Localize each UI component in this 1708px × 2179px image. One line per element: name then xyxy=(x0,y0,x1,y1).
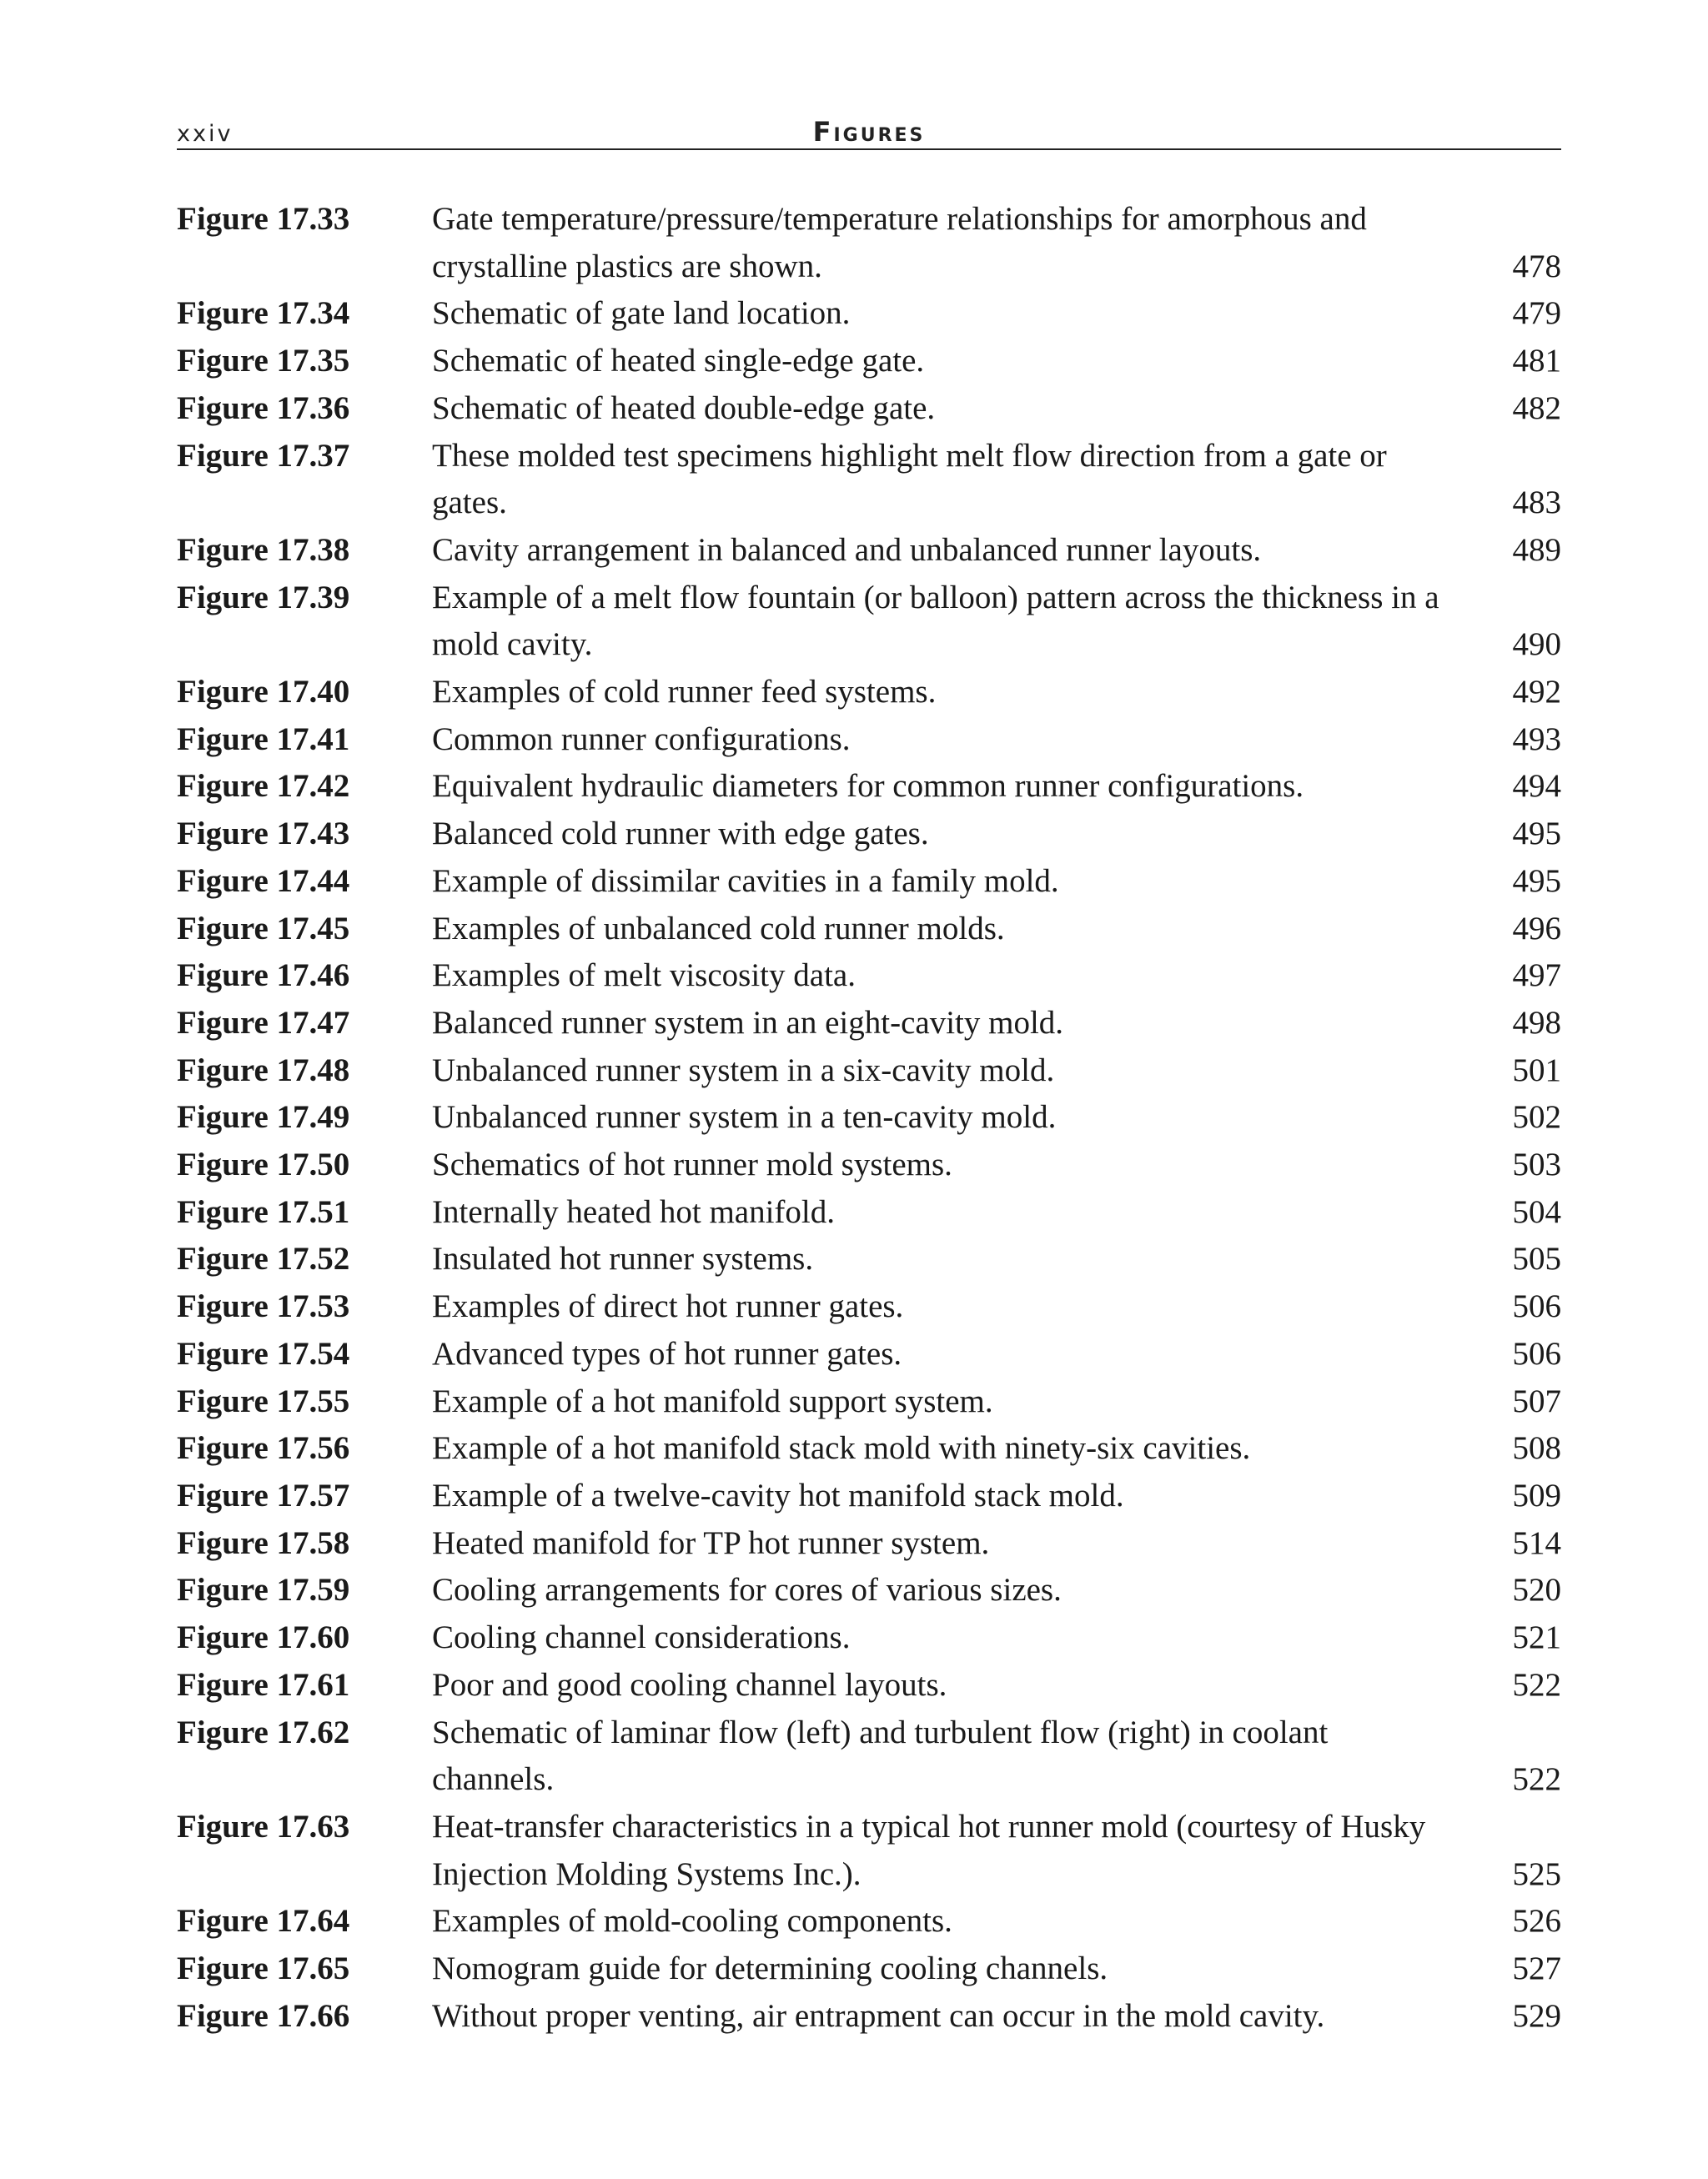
figure-entry xyxy=(177,433,1561,527)
page-reference: 526 xyxy=(1512,1903,1561,1940)
figure-caption: Heated manifold for TP hot runner system. xyxy=(432,1524,990,1561)
figure-entry xyxy=(177,1804,1561,1898)
page-reference: 501 xyxy=(1512,1052,1561,1088)
figure-entry xyxy=(177,1946,1561,1993)
figure-caption: Insulated hot runner systems. xyxy=(432,1241,814,1278)
figure-caption: Schematic of heated double-edge gate. xyxy=(432,389,936,426)
figure-label: Figure 17.55 xyxy=(177,1383,350,1419)
figure-entry xyxy=(177,1142,1561,1189)
figure-entry xyxy=(177,1662,1561,1710)
page-reference: 497 xyxy=(1512,957,1561,994)
figure-entry xyxy=(177,1378,1561,1426)
figure-label: Figure 17.39 xyxy=(177,579,350,615)
page-reference: 494 xyxy=(1512,768,1561,805)
page-reference: 482 xyxy=(1512,389,1561,426)
figure-caption: Cavity arrangement in balanced and unbalanced runner layouts. xyxy=(432,531,1262,568)
figure-entry xyxy=(177,1567,1561,1614)
figure-entry xyxy=(177,952,1561,1000)
page-reference: 495 xyxy=(1512,816,1561,852)
page-reference: 493 xyxy=(1512,720,1561,757)
figure-entry xyxy=(177,1425,1561,1473)
figure-label: Figure 17.38 xyxy=(177,531,350,568)
page-reference: 522 xyxy=(1512,1761,1561,1798)
figure-caption: Common runner configurations. xyxy=(432,720,851,757)
figure-label: Figure 17.41 xyxy=(177,720,350,757)
page-reference: 479 xyxy=(1512,295,1561,332)
figure-entry xyxy=(177,1520,1561,1568)
figure-entry xyxy=(177,196,1561,290)
figure-entry xyxy=(177,385,1561,433)
figure-label: Figure 17.40 xyxy=(177,674,350,710)
figure-caption: Cooling channel considerations. xyxy=(432,1619,851,1656)
page-reference: 478 xyxy=(1512,248,1561,284)
figure-label: Figure 17.35 xyxy=(177,343,350,379)
figure-label: Figure 17.62 xyxy=(177,1714,350,1750)
figure-caption: Nomogram guide for determining cooling channels. xyxy=(432,1951,1108,1987)
figure-label: Figure 17.46 xyxy=(177,957,350,994)
page-reference: 495 xyxy=(1512,862,1561,899)
page-reference: 505 xyxy=(1512,1241,1561,1278)
figure-label: Figure 17.36 xyxy=(177,389,350,426)
figure-label: Figure 17.45 xyxy=(177,910,350,946)
figure-entry xyxy=(177,527,1561,575)
figure-entry xyxy=(177,858,1561,906)
figure-entry xyxy=(177,763,1561,811)
figure-label: Figure 17.43 xyxy=(177,816,350,852)
figure-entry xyxy=(177,1898,1561,1946)
figure-label: Figure 17.37 xyxy=(177,437,350,474)
figure-caption: Example of a twelve-cavity hot manifold stack mold. xyxy=(432,1477,1124,1514)
figure-label: Figure 17.56 xyxy=(177,1430,350,1467)
figure-caption: Examples of direct hot runner gates. xyxy=(432,1288,904,1325)
figure-caption: Equivalent hydraulic diameters for common runner configurations. xyxy=(432,768,1304,805)
figure-label: Figure 17.48 xyxy=(177,1052,350,1088)
figure-entry xyxy=(177,290,1561,338)
figure-label: Figure 17.58 xyxy=(177,1524,350,1561)
figure-caption: Without proper venting, air entrapment can occur in the mold cavity. xyxy=(432,1997,1325,2034)
figure-label: Figure 17.65 xyxy=(177,1951,350,1987)
page-reference: 529 xyxy=(1512,1997,1561,2034)
figure-caption: Example of a melt flow fountain (or balloon) pattern across the thickness in a mold cavity. xyxy=(432,579,1439,663)
figure-label: Figure 17.49 xyxy=(177,1099,350,1136)
figure-caption: Examples of cold runner feed systems. xyxy=(432,674,937,710)
page-reference: 520 xyxy=(1512,1572,1561,1609)
figure-caption: Example of dissimilar cavities in a family mold. xyxy=(432,862,1059,899)
page-reference: 506 xyxy=(1512,1335,1561,1372)
figure-label: Figure 17.54 xyxy=(177,1335,350,1372)
page-reference: 489 xyxy=(1512,531,1561,568)
figure-caption: Poor and good cooling channel layouts. xyxy=(432,1666,947,1703)
figure-entry xyxy=(177,575,1561,669)
page-reference: 522 xyxy=(1512,1666,1561,1703)
figure-caption: Advanced types of hot runner gates. xyxy=(432,1335,902,1372)
figure-caption: These molded test specimens highlight melt flow direction from a gate or gates. xyxy=(432,437,1387,521)
page-number: xxiv xyxy=(177,121,234,147)
running-head xyxy=(177,117,1561,150)
figure-label: Figure 17.64 xyxy=(177,1903,350,1940)
figure-caption: Balanced runner system in an eight-cavity mold. xyxy=(432,1004,1064,1041)
figure-label: Figure 17.50 xyxy=(177,1147,350,1183)
figure-label: Figure 17.59 xyxy=(177,1572,350,1609)
figure-entry xyxy=(177,1236,1561,1283)
figure-caption: Unbalanced runner system in a six-cavity mold. xyxy=(432,1052,1055,1088)
page-reference: 506 xyxy=(1512,1288,1561,1325)
figure-label: Figure 17.47 xyxy=(177,1004,350,1041)
figure-label: Figure 17.52 xyxy=(177,1241,350,1278)
figure-caption: Examples of mold-cooling components. xyxy=(432,1903,952,1940)
figure-caption: Internally heated hot manifold. xyxy=(432,1193,836,1230)
figure-caption: Schematic of heated single-edge gate. xyxy=(432,343,925,379)
figure-caption: Gate temperature/pressure/temperature relationships for amorphous and crystalline plastics are shown. xyxy=(432,201,1367,284)
section-title: Figures xyxy=(812,116,926,148)
figure-entry xyxy=(177,1283,1561,1331)
figure-list xyxy=(177,196,1561,2040)
figure-label: Figure 17.34 xyxy=(177,295,350,332)
figure-caption: Example of a hot manifold support system. xyxy=(432,1383,993,1419)
figure-caption: Schematics of hot runner mold systems. xyxy=(432,1147,952,1183)
figure-label: Figure 17.53 xyxy=(177,1288,350,1325)
figure-entry xyxy=(177,1047,1561,1095)
figure-entry xyxy=(177,1614,1561,1662)
figure-entry xyxy=(177,1331,1561,1378)
figure-caption: Examples of melt viscosity data. xyxy=(432,957,856,994)
figure-entry xyxy=(177,1189,1561,1237)
figure-caption: Example of a hot manifold stack mold with ninety-six cavities. xyxy=(432,1430,1251,1467)
figure-label: Figure 17.44 xyxy=(177,862,350,899)
page-reference: 492 xyxy=(1512,674,1561,710)
figure-entry xyxy=(177,716,1561,764)
document-page xyxy=(177,116,1561,2034)
figure-entry xyxy=(177,1000,1561,1047)
page-reference: 496 xyxy=(1512,910,1561,946)
figure-entry xyxy=(177,1993,1561,2041)
figure-entry xyxy=(177,1094,1561,1142)
page-reference: 509 xyxy=(1512,1477,1561,1514)
figure-label: Figure 17.66 xyxy=(177,1997,350,2034)
figure-label: Figure 17.51 xyxy=(177,1193,350,1230)
figure-entry xyxy=(177,1710,1561,1804)
figure-caption: Unbalanced runner system in a ten-cavity mold. xyxy=(432,1099,1057,1136)
page-reference: 498 xyxy=(1512,1004,1561,1041)
figure-caption: Cooling arrangements for cores of various sizes. xyxy=(432,1572,1062,1609)
figure-label: Figure 17.57 xyxy=(177,1477,350,1514)
figure-entry xyxy=(177,811,1561,858)
figure-caption: Heat-transfer characteristics in a typical hot runner mold (courtesy of Husky Injection Molding Systems Inc.). xyxy=(432,1808,1426,1892)
figure-caption: Balanced cold runner with edge gates. xyxy=(432,816,929,852)
figure-label: Figure 17.61 xyxy=(177,1666,350,1703)
figure-entry xyxy=(177,669,1561,716)
figure-label: Figure 17.60 xyxy=(177,1619,350,1656)
figure-label: Figure 17.42 xyxy=(177,768,350,805)
page-reference: 504 xyxy=(1512,1193,1561,1230)
page-reference: 481 xyxy=(1512,343,1561,379)
figure-label: Figure 17.33 xyxy=(177,201,350,237)
figure-caption: Schematic of gate land location. xyxy=(432,295,851,332)
page-reference: 503 xyxy=(1512,1147,1561,1183)
figure-caption: Examples of unbalanced cold runner molds. xyxy=(432,910,1005,946)
page-reference: 521 xyxy=(1512,1619,1561,1656)
page-reference: 527 xyxy=(1512,1951,1561,1987)
page-reference: 483 xyxy=(1512,485,1561,521)
figure-caption: Schematic of laminar flow (left) and turbulent flow (right) in coolant channels. xyxy=(432,1714,1329,1798)
figure-entry xyxy=(177,338,1561,385)
page-reference: 508 xyxy=(1512,1430,1561,1467)
page-reference: 490 xyxy=(1512,626,1561,663)
page-reference: 525 xyxy=(1512,1855,1561,1892)
figure-entry xyxy=(177,1473,1561,1520)
figure-label: Figure 17.63 xyxy=(177,1808,350,1845)
page-reference: 507 xyxy=(1512,1383,1561,1419)
page-reference: 502 xyxy=(1512,1099,1561,1136)
page-reference: 514 xyxy=(1512,1524,1561,1561)
figure-entry xyxy=(177,906,1561,953)
